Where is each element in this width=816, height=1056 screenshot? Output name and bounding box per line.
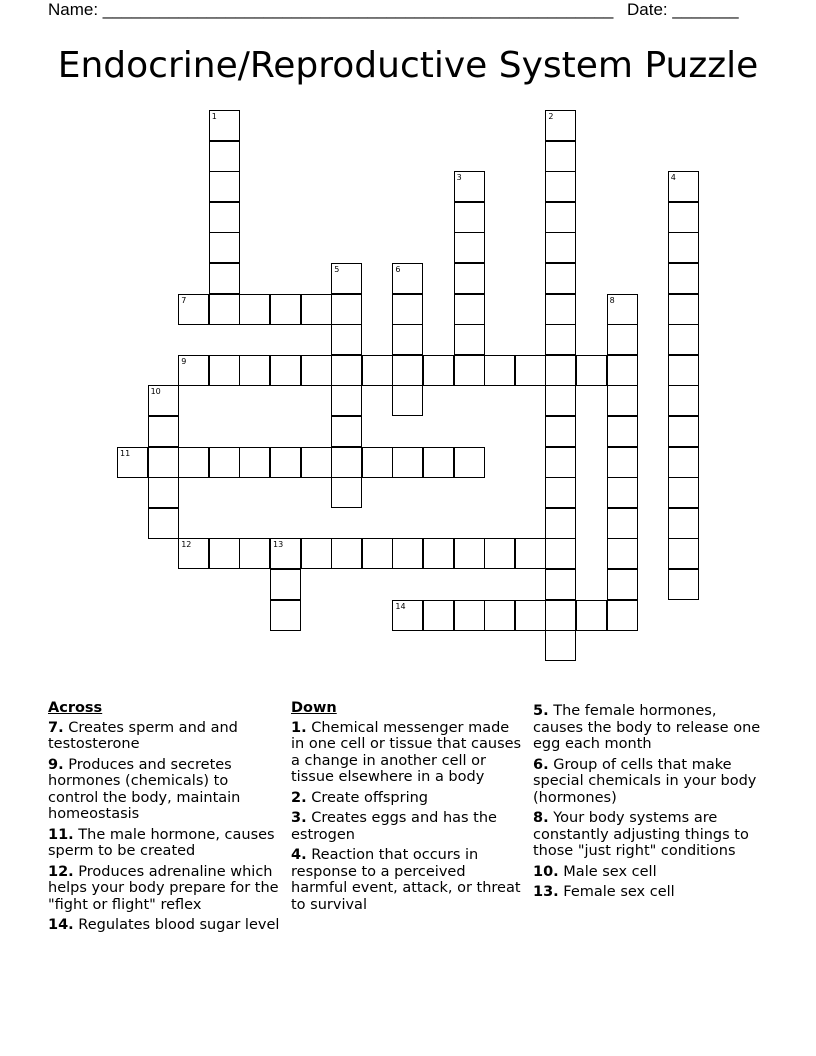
grid-cell[interactable] (484, 538, 515, 569)
grid-cell[interactable] (545, 447, 576, 478)
clue-down-8: 8. Your body systems are constantly adjusting things to those "just right" conditions (533, 810, 749, 859)
grid-cell[interactable] (545, 263, 576, 294)
grid-cell[interactable] (301, 447, 332, 478)
grid-cell[interactable] (668, 416, 699, 447)
grid-cell[interactable] (423, 355, 454, 386)
grid-cell[interactable] (576, 355, 607, 386)
grid-cell[interactable] (454, 202, 485, 233)
grid-cell[interactable] (362, 355, 393, 386)
grid-cell[interactable] (301, 355, 332, 386)
grid-cell[interactable] (668, 171, 699, 202)
grid-cell[interactable] (239, 538, 270, 569)
grid-cell[interactable] (668, 385, 699, 416)
grid-cell[interactable] (209, 263, 240, 294)
down-heading: Down (291, 700, 337, 716)
grid-cell[interactable] (454, 263, 485, 294)
grid-cell[interactable] (607, 385, 638, 416)
grid-cell[interactable] (148, 416, 179, 447)
grid-cell[interactable] (484, 600, 515, 631)
grid-cell[interactable] (270, 569, 301, 600)
grid-cell[interactable] (515, 600, 546, 631)
grid-cell[interactable] (607, 416, 638, 447)
down-clues (291, 700, 523, 917)
grid-cell[interactable] (178, 447, 209, 478)
grid-cell[interactable] (454, 600, 485, 631)
grid-cell[interactable] (607, 355, 638, 386)
grid-cell[interactable] (607, 294, 638, 325)
grid-cell-number: 1 (211, 112, 217, 121)
grid-cell[interactable] (331, 294, 362, 325)
grid-cell[interactable] (117, 447, 148, 478)
grid-cell[interactable] (454, 538, 485, 569)
grid-cell[interactable] (209, 171, 240, 202)
grid-cell[interactable] (209, 538, 240, 569)
grid-cell[interactable] (545, 416, 576, 447)
clue-down-5: 5. The female hormones, causes the body to release one egg each month (533, 703, 761, 752)
grid-cell[interactable] (668, 324, 699, 355)
grid-cell[interactable] (392, 263, 423, 294)
grid-cell[interactable] (270, 600, 301, 631)
grid-cell[interactable] (148, 508, 179, 539)
grid-cell-number: 13 (273, 540, 284, 550)
grid-cell[interactable] (423, 600, 454, 631)
grid-cell[interactable] (668, 355, 699, 386)
grid-cell[interactable] (331, 477, 362, 508)
grid-cell[interactable] (668, 232, 699, 263)
name-field-line: Name: ______________________________________________________ (48, 0, 614, 19)
grid-cell[interactable] (178, 538, 209, 569)
grid-cell[interactable] (545, 630, 576, 661)
grid-cell[interactable] (331, 447, 362, 478)
clue-down-4: 4. Reaction that occurs in response to a perceived harmful event, attack, or threat to survival (291, 847, 521, 913)
grid-cell[interactable] (545, 202, 576, 233)
grid-cell[interactable] (668, 294, 699, 325)
grid-cell[interactable] (362, 538, 393, 569)
grid-cell-number: 2 (548, 112, 554, 121)
grid-cell[interactable] (668, 202, 699, 233)
grid-cell[interactable] (515, 355, 546, 386)
grid-cell[interactable] (545, 569, 576, 600)
grid-cell[interactable] (668, 508, 699, 539)
page-title: Endocrine/Reproductive System Puzzle (57, 45, 759, 86)
grid-cell[interactable] (668, 538, 699, 569)
grid-cell[interactable] (515, 538, 546, 569)
grid-cell[interactable] (331, 385, 362, 416)
down-clues-continued (533, 703, 765, 905)
across-heading: Across (48, 700, 103, 716)
grid-cell-number: 7 (181, 295, 187, 305)
grid-cell[interactable] (668, 263, 699, 294)
grid-cell[interactable] (148, 385, 179, 416)
grid-cell[interactable] (607, 538, 638, 569)
across-clues (48, 700, 280, 938)
grid-cell[interactable] (331, 324, 362, 355)
grid-cell[interactable] (454, 447, 485, 478)
grid-cell[interactable] (545, 508, 576, 539)
grid-cell[interactable] (545, 324, 576, 355)
grid-cell[interactable] (148, 477, 179, 508)
grid-cell[interactable] (331, 263, 362, 294)
grid-cell[interactable] (454, 355, 485, 386)
grid-cell[interactable] (484, 355, 515, 386)
grid-cell[interactable] (454, 232, 485, 263)
grid-cell[interactable] (607, 508, 638, 539)
clue-across-11: 11. The male hormone, causes sperm to be created (48, 826, 275, 859)
grid-cell[interactable] (209, 141, 240, 172)
grid-cell[interactable] (209, 294, 240, 325)
grid-cell[interactable] (270, 355, 301, 386)
grid-cell[interactable] (423, 447, 454, 478)
grid-cell[interactable] (545, 477, 576, 508)
clue-down-13: 13. Female sex cell (533, 884, 675, 900)
grid-cell[interactable] (607, 447, 638, 478)
grid-cell[interactable] (545, 110, 576, 141)
grid-cell[interactable] (545, 232, 576, 263)
grid-cell[interactable] (301, 538, 332, 569)
grid-cell[interactable] (392, 385, 423, 416)
grid-cell[interactable] (331, 416, 362, 447)
grid-cell-number: 3 (456, 173, 462, 183)
grid-cell-number: 11 (120, 448, 131, 458)
grid-cell[interactable] (454, 171, 485, 202)
grid-cell[interactable] (178, 355, 209, 386)
grid-cell[interactable] (209, 232, 240, 263)
grid-cell[interactable] (607, 569, 638, 600)
grid-cell[interactable] (392, 447, 423, 478)
grid-cell[interactable] (545, 294, 576, 325)
grid-cell-number: 14 (395, 601, 406, 611)
grid-cell-number: 6 (395, 265, 401, 274)
grid-cell[interactable] (607, 600, 638, 631)
grid-cell[interactable] (545, 600, 576, 631)
clue-across-9: 9. Produces and secretes hormones (chemicals) to control the body, maintain homeostasis (48, 756, 241, 822)
clue-across-14: 14. Regulates blood sugar level (48, 917, 280, 933)
grid-cell[interactable] (331, 355, 362, 386)
grid-cell[interactable] (239, 355, 270, 386)
grid-cell[interactable] (301, 294, 332, 325)
grid-cell[interactable] (270, 447, 301, 478)
grid-cell-number: 8 (609, 295, 615, 305)
grid-cell[interactable] (668, 447, 699, 478)
grid-cell[interactable] (209, 355, 240, 386)
grid-cell[interactable] (239, 447, 270, 478)
clue-down-10: 10. Male sex cell (533, 863, 657, 880)
grid-cell[interactable] (209, 447, 240, 478)
grid-cell[interactable] (148, 447, 179, 478)
clue-down-6: 6. Group of cells that make special chemicals in your body (hormones) (533, 756, 757, 806)
clue-down-3: 3. Creates eggs and has the estrogen (291, 810, 497, 843)
grid-cell[interactable] (454, 294, 485, 325)
grid-cell[interactable] (209, 202, 240, 233)
date-field-line: Date: _______ (627, 0, 739, 19)
grid-cell[interactable] (607, 477, 638, 508)
grid-cell[interactable] (392, 294, 423, 325)
grid-cell[interactable] (668, 477, 699, 508)
grid-cell[interactable] (392, 355, 423, 386)
grid-cell[interactable] (545, 385, 576, 416)
grid-cell[interactable] (362, 447, 393, 478)
grid-cell-number: 12 (181, 540, 192, 550)
grid-cell[interactable] (607, 324, 638, 355)
grid-cell-number: 9 (181, 356, 187, 366)
grid-cell[interactable] (178, 294, 209, 325)
grid-cell[interactable] (270, 294, 301, 325)
grid-cell[interactable] (545, 538, 576, 569)
clue-down-2: 2. Create offspring (291, 789, 429, 806)
grid-cell[interactable] (392, 600, 423, 631)
grid-cell[interactable] (392, 538, 423, 569)
grid-cell[interactable] (545, 355, 576, 386)
grid-cell-number: 5 (334, 265, 340, 274)
grid-cell[interactable] (239, 294, 270, 325)
grid-cell[interactable] (545, 141, 576, 172)
clue-across-7: 7. Creates sperm and and testosterone (48, 719, 238, 752)
grid-cell[interactable] (576, 600, 607, 631)
grid-cell[interactable] (331, 538, 362, 569)
grid-cell[interactable] (545, 171, 576, 202)
grid-cell[interactable] (209, 110, 240, 141)
grid-cell[interactable] (668, 569, 699, 600)
grid-cell[interactable] (270, 538, 301, 569)
grid-cell[interactable] (423, 538, 454, 569)
grid-cell[interactable] (392, 324, 423, 355)
grid-cell-number: 4 (670, 173, 676, 183)
clue-across-12: 12. Produces adrenaline which helps your body prepare for the "fight or flight" reflex (48, 863, 279, 913)
grid-cell[interactable] (454, 324, 485, 355)
grid-cell-number: 10 (150, 387, 161, 397)
clue-down-1: 1. Chemical messenger made in one cell or tissue that causes a change in another cell or tissue elsewhere in a body (291, 719, 522, 785)
